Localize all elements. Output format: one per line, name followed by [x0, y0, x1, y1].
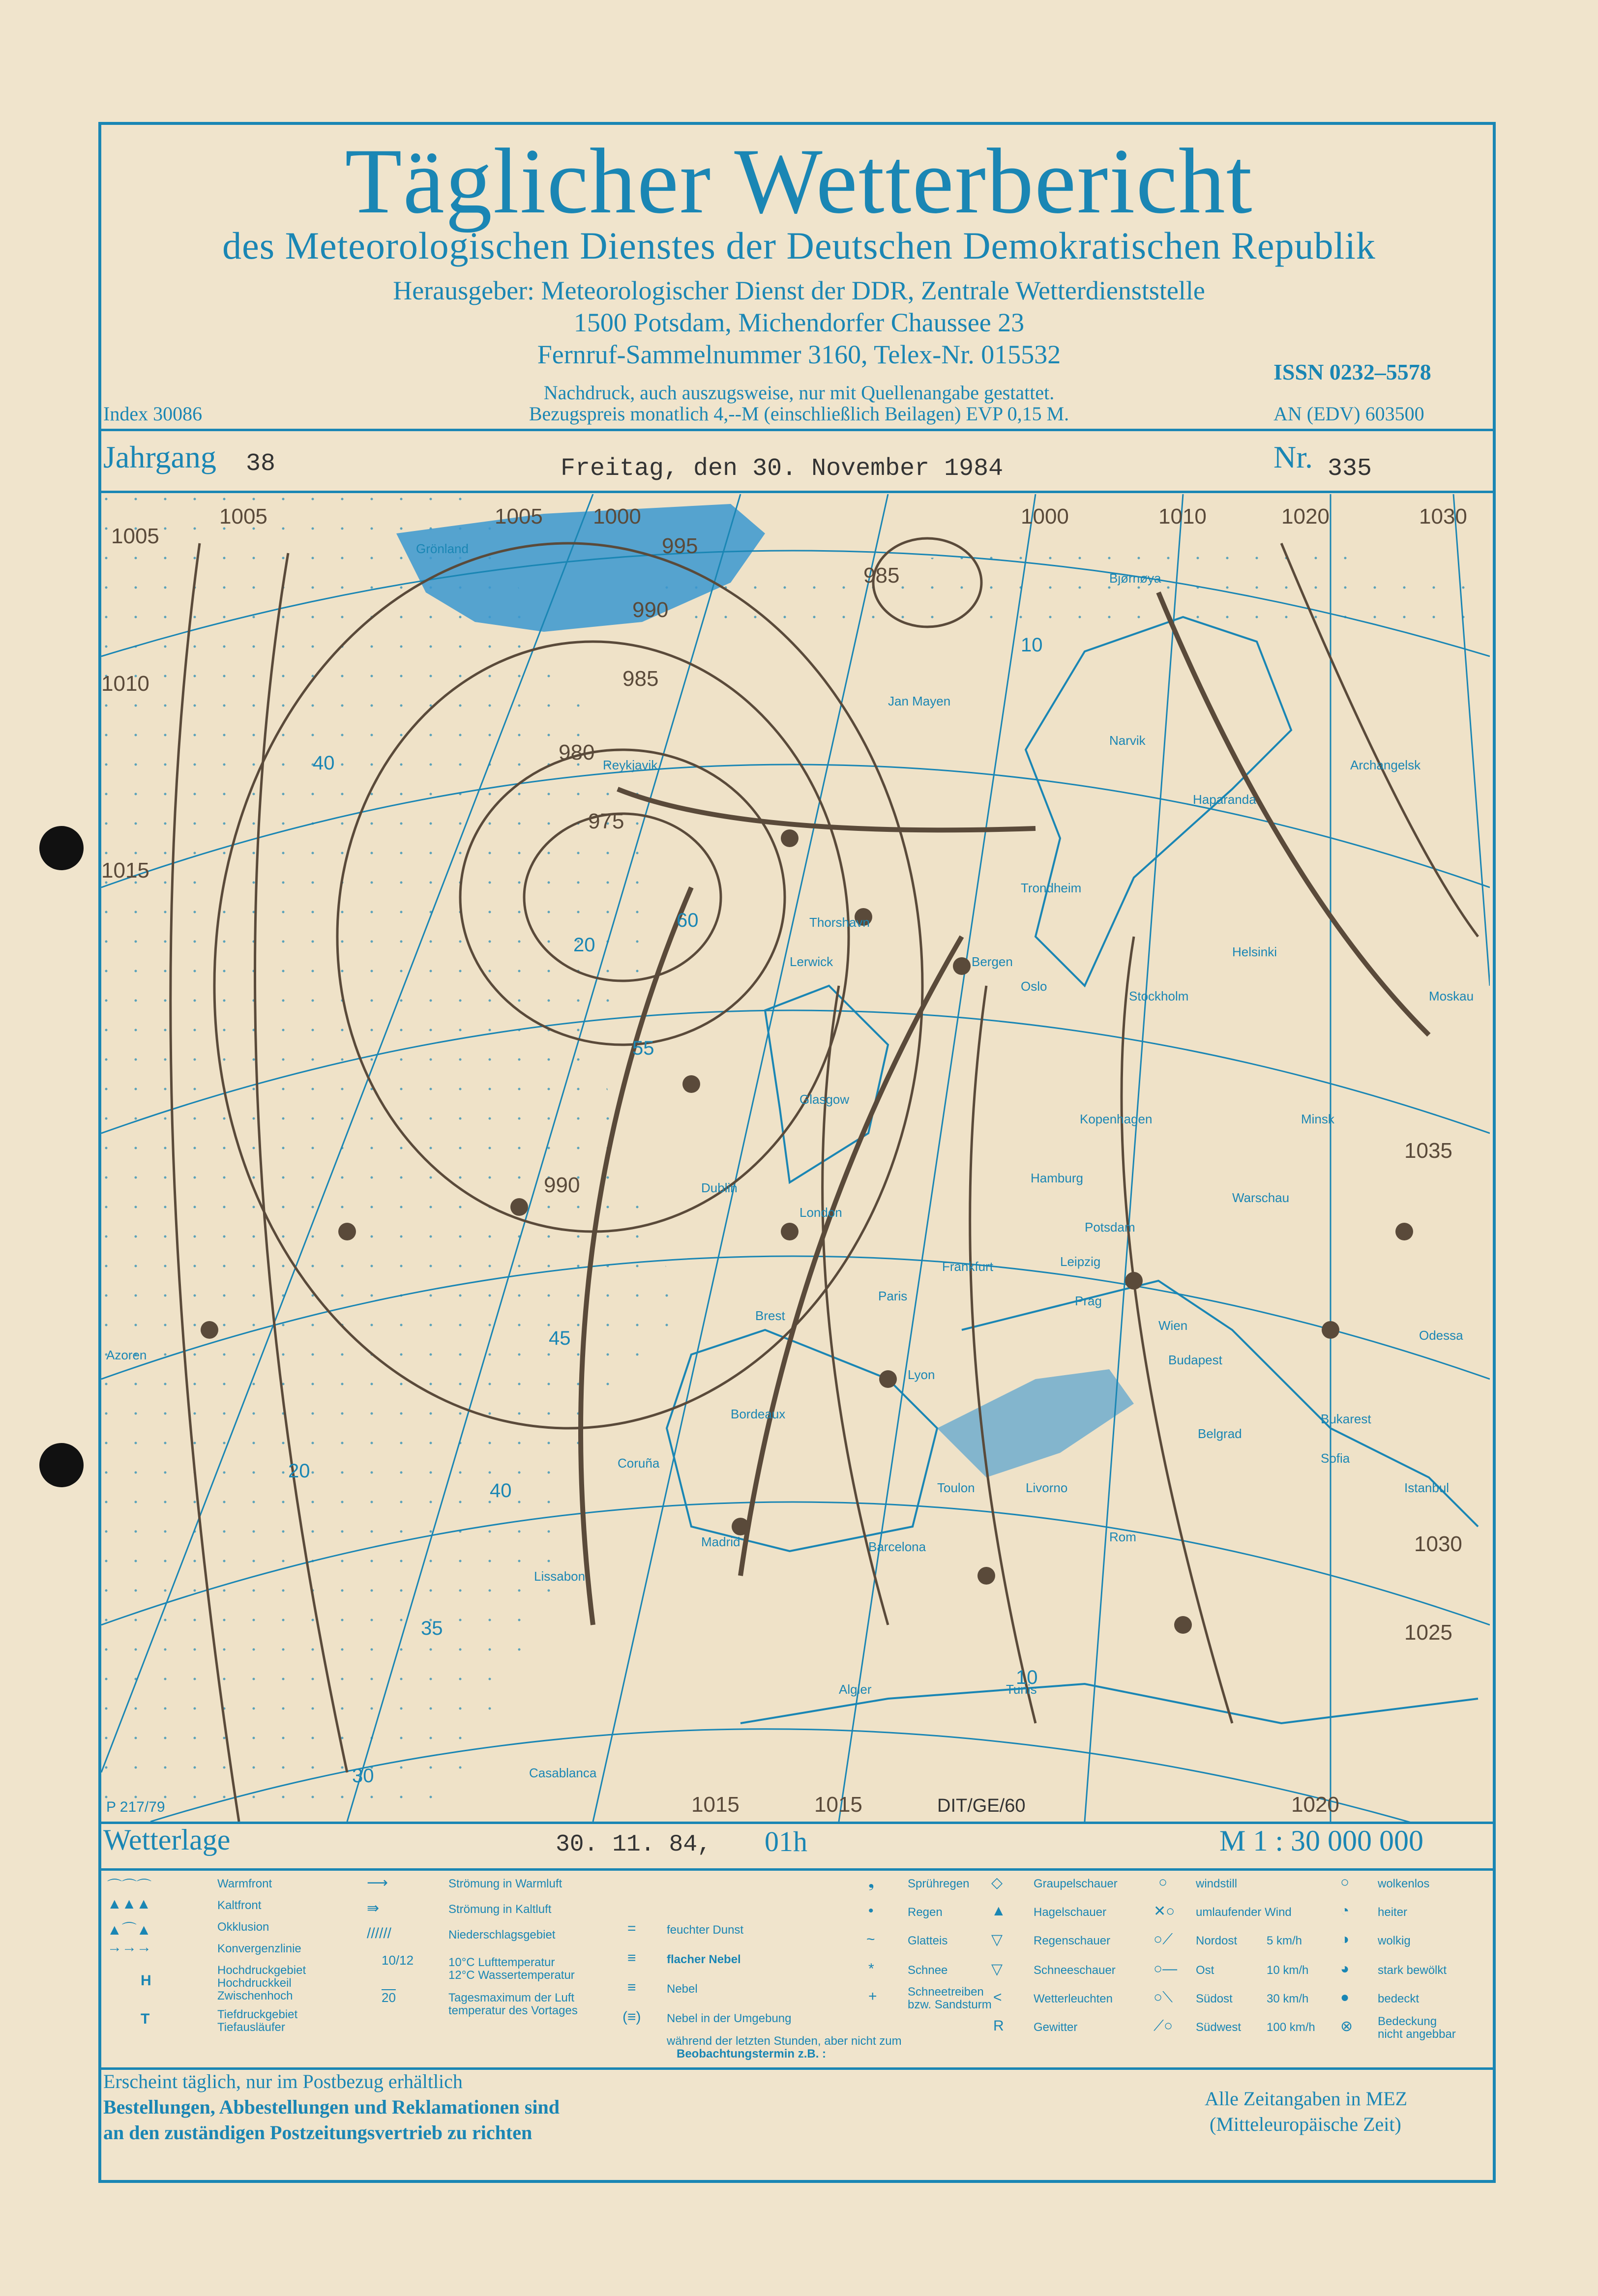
latitude-label: 60 [677, 910, 699, 931]
city-label: Archangelsk [1350, 758, 1421, 772]
issue-date: Freitag, den 30. November 1984 [561, 455, 1004, 483]
legend-schneetreiben: Schneetreiben [908, 1985, 984, 1999]
legend-stark-bewoelkt: stark bewölkt [1378, 1964, 1447, 1977]
legend-hochdruckkeil: Hochdruckkeil [217, 1976, 292, 1990]
city-label: Tunis [1006, 1682, 1037, 1697]
latitude-label: 40 [490, 1480, 512, 1501]
legend-hagel: Hagelschauer [1034, 1906, 1107, 1919]
city-label: Algier [839, 1682, 872, 1697]
legend-regenschauer: Regenschauer [1034, 1934, 1111, 1947]
footer-line-3: an den zuständigen Postzeitungsvertrieb zu richten [103, 2121, 533, 2144]
city-label: Glasgow [799, 1092, 850, 1107]
rain-icon: • [868, 1903, 874, 1919]
legend-wolkig: wolkig [1378, 1934, 1411, 1947]
thunderstorm-icon: R [993, 2018, 1004, 2034]
legend-speed-5: 5 km/h [1267, 1934, 1302, 1947]
mostly-cloudy-icon: ◕ [1340, 1961, 1350, 1977]
legend-vortag: temperatur des Vortages [448, 2004, 578, 2017]
fog-nearby-icon: (≡) [622, 2009, 641, 2025]
jahrgang-label: Jahrgang [103, 440, 216, 474]
legend-graupel: Graupelschauer [1034, 1877, 1118, 1890]
city-label: Bergen [972, 954, 1013, 969]
legend-wassertemperatur: 12°C Wassertemperatur [448, 1969, 575, 1982]
legend-zwischenhoch: Zwischenhoch [217, 1989, 293, 2002]
timezone-note-1: Alle Zeitangaben in MEZ [1205, 2088, 1408, 2110]
city-label: Paris [878, 1289, 908, 1303]
page-title: Täglicher Wetterbericht [345, 130, 1253, 233]
city-label: Narvik [1109, 733, 1146, 748]
city-label: Sofia [1321, 1451, 1350, 1466]
latitude-label: 35 [421, 1618, 443, 1639]
city-label: Lissabon [534, 1569, 586, 1584]
jahrgang-value: 38 [246, 450, 276, 478]
pressure-label: 1015 [814, 1793, 862, 1817]
latitude-label: 20 [288, 1460, 310, 1482]
sky-obscured-icon: ⊗ [1340, 2018, 1353, 2034]
warm-air-arrow-icon: ⟶ [367, 1875, 388, 1891]
city-label: Helsinki [1232, 944, 1277, 959]
legend-okklusion: Okklusion [217, 1920, 269, 1934]
pressure-label: 1000 [1021, 504, 1069, 529]
pressure-label: 1000 [593, 504, 641, 529]
legend-umlaufend: umlaufender Wind [1196, 1906, 1292, 1919]
issn: ISSN 0232–5578 [1273, 359, 1431, 384]
legend-stroemung-warm: Strömung in Warmluft [448, 1877, 562, 1890]
weather-map [101, 494, 1490, 1822]
hail-icon: ▲ [991, 1903, 1006, 1919]
city-label: Thorshavn [809, 915, 870, 930]
legend-speed-10: 10 km/h [1267, 1964, 1309, 1977]
punch-hole-top [39, 826, 84, 870]
legend-warmfront: Warmfront [217, 1877, 272, 1890]
pressure-label: 1025 [1404, 1620, 1452, 1645]
latitude-label: 40 [313, 752, 335, 774]
wind-sw-icon: ⟋○ [1154, 2018, 1173, 2034]
cold-air-arrow-icon: ⇛ [367, 1900, 380, 1916]
cloudy-icon: ◑ [1340, 1931, 1350, 1947]
city-label: Istanbul [1404, 1480, 1450, 1495]
legend-schneeschauer: Schneeschauer [1034, 1964, 1116, 1977]
city-label: Minsk [1301, 1112, 1334, 1126]
city-label: Odessa [1419, 1328, 1463, 1343]
publisher-line-1: Herausgeber: Meteorologischer Dienst der DDR, Zentrale Wetterdienststelle [393, 276, 1205, 305]
city-label: Coruña [618, 1456, 660, 1471]
city-label: Prag [1075, 1294, 1102, 1308]
legend-lufttemperatur: 10°C Lufttemperatur [448, 1956, 555, 1969]
glaze-icon: ~ [866, 1931, 875, 1947]
wetterlage-hour: 01h [765, 1825, 807, 1857]
city-label: London [799, 1205, 842, 1220]
legend-nordost: Nordost [1196, 1934, 1238, 1947]
city-label: Stockholm [1129, 989, 1189, 1003]
fair-icon: ◔ [1340, 1903, 1350, 1919]
precipitation-area-icon: ////// [367, 1925, 392, 1942]
pressure-label: 1020 [1291, 1793, 1339, 1817]
legend-suedwest: Südwest [1196, 2021, 1242, 2034]
print-code: DIT/GE/60 [937, 1796, 1026, 1816]
city-label: Leipzig [1060, 1254, 1101, 1269]
wetterlage-label: Wetterlage [103, 1824, 231, 1856]
high-pressure-icon: H [141, 1972, 151, 1989]
city-label: Rom [1109, 1530, 1136, 1544]
publisher-line-2: 1500 Potsdam, Michendorfer Chaussee 23 [573, 308, 1025, 337]
legend [101, 1874, 1490, 2081]
wetterlage-date: 30. 11. 84, [556, 1831, 711, 1858]
city-label: Jan Mayen [888, 694, 951, 708]
temperature-icon: 10/12 [382, 1953, 414, 1968]
legend-ost: Ost [1196, 1964, 1214, 1977]
city-label: Madrid [701, 1534, 740, 1549]
city-label: Barcelona [868, 1539, 926, 1554]
latitude-label: 55 [632, 1037, 654, 1059]
legend-bedeckung: Bedeckung [1378, 2015, 1437, 2028]
past-weather-note: während der letzten Stunden, aber nicht zum [667, 2034, 902, 2048]
latitude-label: 30 [352, 1765, 374, 1787]
snow-shower-icon: ▽ [991, 1961, 1003, 1977]
pressure-label: 975 [588, 809, 624, 833]
divider [98, 1868, 1493, 1871]
legend-stroemung-kalt: Strömung in Kaltluft [448, 1903, 552, 1916]
city-label: Hamburg [1031, 1171, 1083, 1185]
subtitle: des Meteorologischen Dienstes der Deutschen Demokratischen Republik [222, 224, 1376, 267]
pressure-label: 1020 [1281, 504, 1330, 529]
city-label: Livorno [1026, 1480, 1068, 1495]
legend-wetterleuchten: Wetterleuchten [1034, 1992, 1113, 2005]
legend-glatteis: Glatteis [908, 1934, 948, 1947]
kaltfront-icon: ▲▲▲ [107, 1896, 151, 1912]
city-label: Azoren [106, 1348, 147, 1362]
index-code: Index 30086 [103, 403, 203, 425]
legend-sandsturm: bzw. Sandsturm [908, 1998, 992, 2011]
city-label: Wien [1158, 1318, 1188, 1333]
legend-windstill: windstill [1196, 1877, 1238, 1890]
city-label: Bjørnøya [1109, 571, 1161, 586]
past-weather-note-2: Beobachtungstermin z.B. : [677, 2047, 827, 2061]
haze-icon: = [627, 1920, 636, 1937]
pressure-label: 985 [622, 667, 659, 691]
fog-icon: ≡ [627, 1979, 636, 1996]
legend-speed-100: 100 km/h [1267, 2021, 1315, 2034]
legend-regen: Regen [908, 1906, 943, 1919]
legend-flacher-nebel: flacher Nebel [667, 1953, 741, 1966]
city-label: Warschau [1232, 1190, 1290, 1205]
rain-shower-icon: ▽ [991, 1932, 1003, 1948]
city-label: Casablanca [529, 1766, 597, 1780]
shallow-fog-icon: ≡ [627, 1950, 636, 1966]
legend-bedeckt: bedeckt [1378, 1992, 1420, 2005]
pressure-label: 985 [863, 563, 900, 588]
graupel-icon: ◇ [991, 1875, 1003, 1891]
pressure-label: 1015 [691, 1793, 740, 1817]
legend-tiefdruck: Tiefdruckgebiet [217, 2008, 298, 2021]
low-pressure-icon: T [141, 2011, 150, 2027]
pressure-label: 1030 [1419, 504, 1467, 529]
legend-niederschlag: Niederschlagsgebiet [448, 1928, 556, 1942]
city-label: Toulon [937, 1480, 975, 1495]
legend-tiefauslaeufer: Tiefausläufer [217, 2021, 285, 2034]
pressure-label: 1005 [495, 504, 543, 529]
legend-nebel: Nebel [667, 1982, 698, 1996]
pressure-label: 1005 [219, 504, 267, 529]
legend-speed-30: 30 km/h [1267, 1992, 1309, 2005]
map-code: P 217/79 [106, 1799, 165, 1815]
pressure-label: 1015 [101, 858, 149, 883]
legend-schnee: Schnee [908, 1964, 948, 1977]
overcast-icon: ● [1340, 1989, 1350, 2005]
punch-hole-bottom [39, 1443, 84, 1487]
latitude-label: 45 [549, 1327, 571, 1349]
an-code: AN (EDV) 603500 [1273, 403, 1424, 425]
price-note: Bezugspreis monatlich 4,--M (einschließlich Beilagen) EVP 0,15 M. [529, 403, 1069, 425]
pressure-label: 1010 [1158, 504, 1207, 529]
divider [98, 491, 1493, 493]
wind-se-icon: ○⟍ [1154, 1989, 1173, 2005]
city-label: Lyon [908, 1367, 935, 1382]
map-scale: M 1 : 30 000 000 [1219, 1825, 1424, 1857]
pressure-label: 1005 [111, 524, 159, 548]
city-label: Brest [755, 1308, 785, 1323]
city-label: Bukarest [1321, 1412, 1371, 1426]
latitude-label: 10 [1016, 1667, 1038, 1688]
pressure-label: 1030 [1414, 1532, 1462, 1556]
pressure-label: 990 [632, 598, 669, 622]
city-label: Frankfurt [942, 1259, 994, 1274]
divider [98, 429, 1493, 431]
max-temp-icon: 20 [382, 1990, 396, 2005]
city-label: Budapest [1168, 1353, 1222, 1367]
timezone-note-2: (Mitteleuropäische Zeit) [1210, 2113, 1401, 2135]
wind-e-icon: ○— [1154, 1961, 1178, 1977]
pressure-label: 990 [544, 1173, 580, 1197]
legend-wolkenlos: wolkenlos [1378, 1877, 1430, 1890]
city-label: Moskau [1429, 989, 1474, 1003]
city-label: Lerwick [790, 954, 833, 969]
latitude-label: 20 [573, 934, 595, 956]
pressure-label: 995 [662, 534, 698, 558]
city-label: Dublin [701, 1180, 738, 1195]
city-label: Reykjavik [603, 758, 658, 772]
legend-hochdruck: Hochdruckgebiet [217, 1964, 306, 1977]
legend-heiter: heiter [1378, 1906, 1408, 1919]
nr-label: Nr. [1273, 440, 1313, 474]
pressure-label: 980 [559, 740, 595, 765]
legend-tagesmaximum: Tagesmaximum der Luft [448, 1991, 575, 2004]
city-label: Oslo [1021, 979, 1047, 994]
clear-sky-icon: ○ [1340, 1874, 1350, 1890]
footer-line-2: Bestellungen, Abbestellungen und Reklamationen sind [103, 2096, 560, 2118]
drifting-snow-icon: + [868, 1988, 877, 2004]
footer-line-1: Erscheint täglich, nur im Postbezug erhältlich [103, 2070, 463, 2092]
publisher-line-3: Fernruf-Sammelnummer 3160, Telex-Nr. 015532 [537, 340, 1061, 369]
legend-kaltfront: Kaltfront [217, 1899, 262, 1912]
legend-gewitter: Gewitter [1034, 2021, 1078, 2034]
snow-icon: * [868, 1961, 874, 1977]
legend-konvergenz: Konvergenzlinie [217, 1942, 301, 1955]
latitude-label: 10 [1021, 634, 1043, 656]
legend-spruehregen: Sprühregen [908, 1877, 970, 1890]
city-label: Trondheim [1021, 881, 1082, 895]
legend-feuchter-dunst: feuchter Dunst [667, 1923, 744, 1937]
nr-value: 335 [1328, 455, 1372, 483]
reprint-note: Nachdruck, auch auszugsweise, nur mit Quellenangabe gestattet. [543, 382, 1055, 404]
legend-suedost: Südost [1196, 1992, 1233, 2005]
city-label: Grönland [416, 541, 469, 556]
konvergenz-icon: →→→ [107, 1939, 151, 1955]
pressure-label: 1035 [1404, 1139, 1452, 1163]
city-label: Haparanda [1193, 792, 1256, 807]
lightning-icon: < [993, 1989, 1002, 2005]
city-label: Potsdam [1085, 1220, 1135, 1235]
legend-nicht-angebbar: nicht angebbar [1378, 2028, 1456, 2041]
wind-ne-icon: ○⟋ [1154, 1931, 1173, 1947]
variable-wind-icon: ✕○ [1154, 1903, 1175, 1919]
city-label: Kopenhagen [1080, 1112, 1153, 1126]
drizzle-icon: ❟ [868, 1874, 874, 1890]
warmfront-icon: ⌒⌒⌒ [107, 1879, 151, 1895]
pressure-label: 1010 [101, 672, 149, 696]
legend-nebel-umgebung: Nebel in der Umgebung [667, 2012, 792, 2025]
calm-icon: ○ [1158, 1874, 1168, 1890]
okklusion-icon: ▲⌒▲ [107, 1922, 151, 1938]
city-label: Belgrad [1198, 1426, 1242, 1441]
city-label: Bordeaux [731, 1407, 786, 1421]
